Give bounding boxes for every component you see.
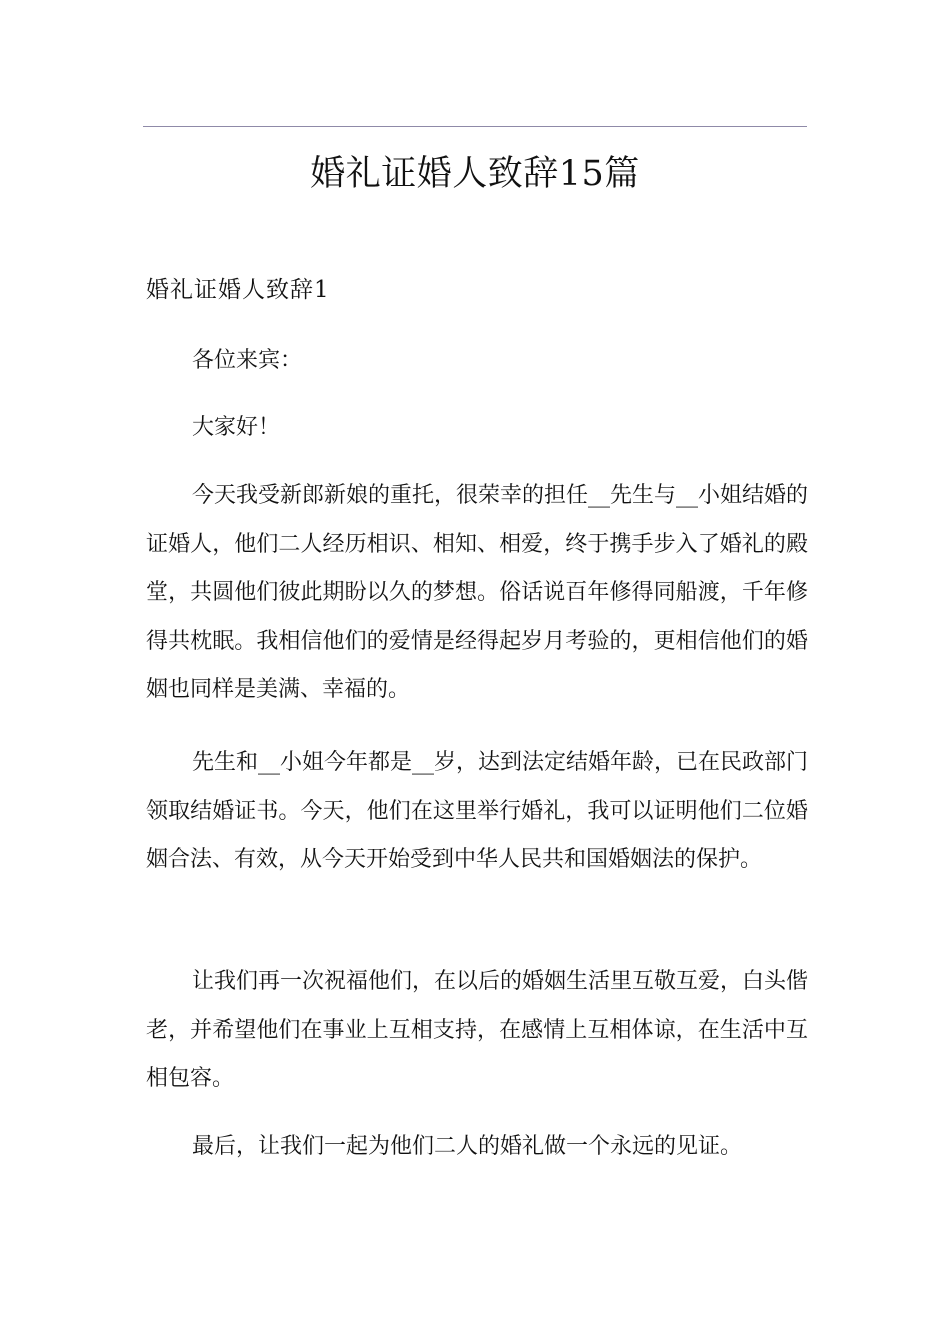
hello-paragraph: 大家好！ <box>192 415 281 440</box>
body-paragraph-4: 最后，让我们一起为他们二人的婚礼做一个永远的见证。 <box>192 1134 743 1159</box>
body-paragraph-3: 让我们再一次祝福他们，在以后的婚姻生活里互敬互爱，白头偕老，并希望他们在事业上互相支持，在感情上互相体谅，在生活中互相包容。 <box>146 969 809 1091</box>
header-rule <box>143 126 807 127</box>
body-paragraph-2: 先生和__小姐今年都是__岁，达到法定结婚年龄，已在民政部门领取结婚证书。今天，他们在这里举行婚礼，我可以证明他们二位婚姻合法、有效，从今天开始受到中华人民共和国婚姻法的保护。 <box>146 750 809 872</box>
greeting-paragraph: 各位来宾： <box>192 348 303 373</box>
section-heading: 婚礼证婚人致辞1 <box>146 277 330 303</box>
document-title: 婚礼证婚人致辞15篇 <box>310 154 640 194</box>
body-paragraph-1: 今天我受新郎新娘的重托，很荣幸的担任__先生与__小姐结婚的证婚人，他们二人经历相识、相知、相爱，终于携手步入了婚礼的殿堂，共圆他们彼此期盼以久的梦想。俗话说百年修得同船渡，千年修得共枕眠。我相信他们的爱情是经得起岁月考验的，更相信他们的婚姻也同样是美满、幸福的。 <box>146 483 809 702</box>
